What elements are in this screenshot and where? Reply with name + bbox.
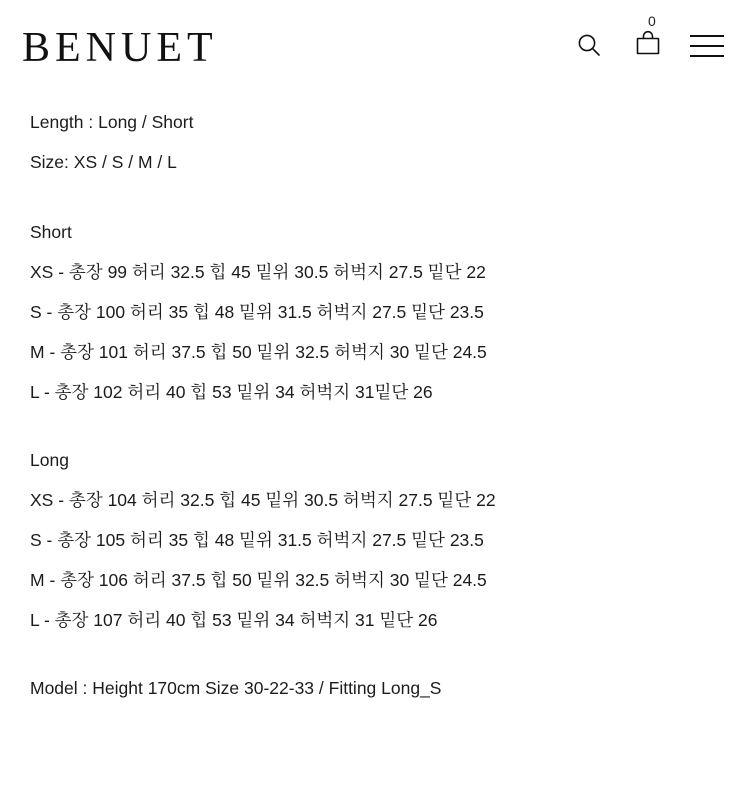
product-description bbox=[0, 92, 750, 708]
length-options-line: Length : Long / Short bbox=[30, 112, 194, 132]
short-measurement-l: L - 총장 102 허리 40 힙 53 밑위 34 허벅지 31밑단 26 bbox=[30, 382, 433, 402]
menu-bar-3 bbox=[690, 55, 724, 57]
long-measurement-m: M - 총장 106 허리 37.5 힙 50 밑위 32.5 허벅지 30 밑단 24.5 bbox=[30, 570, 487, 590]
cart-count-badge: 0 bbox=[648, 12, 656, 29]
menu-bar-1 bbox=[690, 35, 724, 37]
brand-logo[interactable]: BENUET bbox=[22, 25, 218, 71]
spacer bbox=[30, 640, 750, 668]
hamburger-menu-icon[interactable] bbox=[690, 35, 724, 57]
spacer bbox=[30, 412, 750, 440]
short-measurement-xs: XS - 총장 99 허리 32.5 힙 45 밑위 30.5 허벅지 27.5 밑단 22 bbox=[30, 262, 486, 282]
long-section-title: Long bbox=[30, 450, 69, 470]
short-measurement-m: M - 총장 101 허리 37.5 힙 50 밑위 32.5 허벅지 30 밑단 24.5 bbox=[30, 342, 487, 362]
long-measurement-xs: XS - 총장 104 허리 32.5 힙 45 밑위 30.5 허벅지 27.5 밑단 22 bbox=[30, 490, 496, 510]
site-header bbox=[0, 0, 750, 92]
short-measurement-s: S - 총장 100 허리 35 힙 48 밑위 31.5 허벅지 27.5 밑단 23.5 bbox=[30, 302, 484, 322]
long-measurement-l: L - 총장 107 허리 40 힙 53 밑위 34 허벅지 31 밑단 26 bbox=[30, 610, 438, 630]
size-options-line: Size: XS / S / M / L bbox=[30, 152, 177, 172]
shopping-bag-icon bbox=[634, 45, 662, 62]
model-info-line: Model : Height 170cm Size 30-22-33 / Fitting Long_S bbox=[30, 678, 442, 698]
header-actions bbox=[572, 12, 728, 63]
menu-bar-2 bbox=[690, 45, 724, 47]
search-button[interactable] bbox=[572, 29, 606, 63]
spacer bbox=[30, 182, 750, 212]
search-icon bbox=[576, 32, 602, 61]
short-section-title: Short bbox=[30, 222, 72, 242]
long-measurement-s: S - 총장 105 허리 35 힙 48 밑위 31.5 허벅지 27.5 밑단 23.5 bbox=[30, 530, 484, 550]
cart-button[interactable] bbox=[634, 12, 662, 63]
